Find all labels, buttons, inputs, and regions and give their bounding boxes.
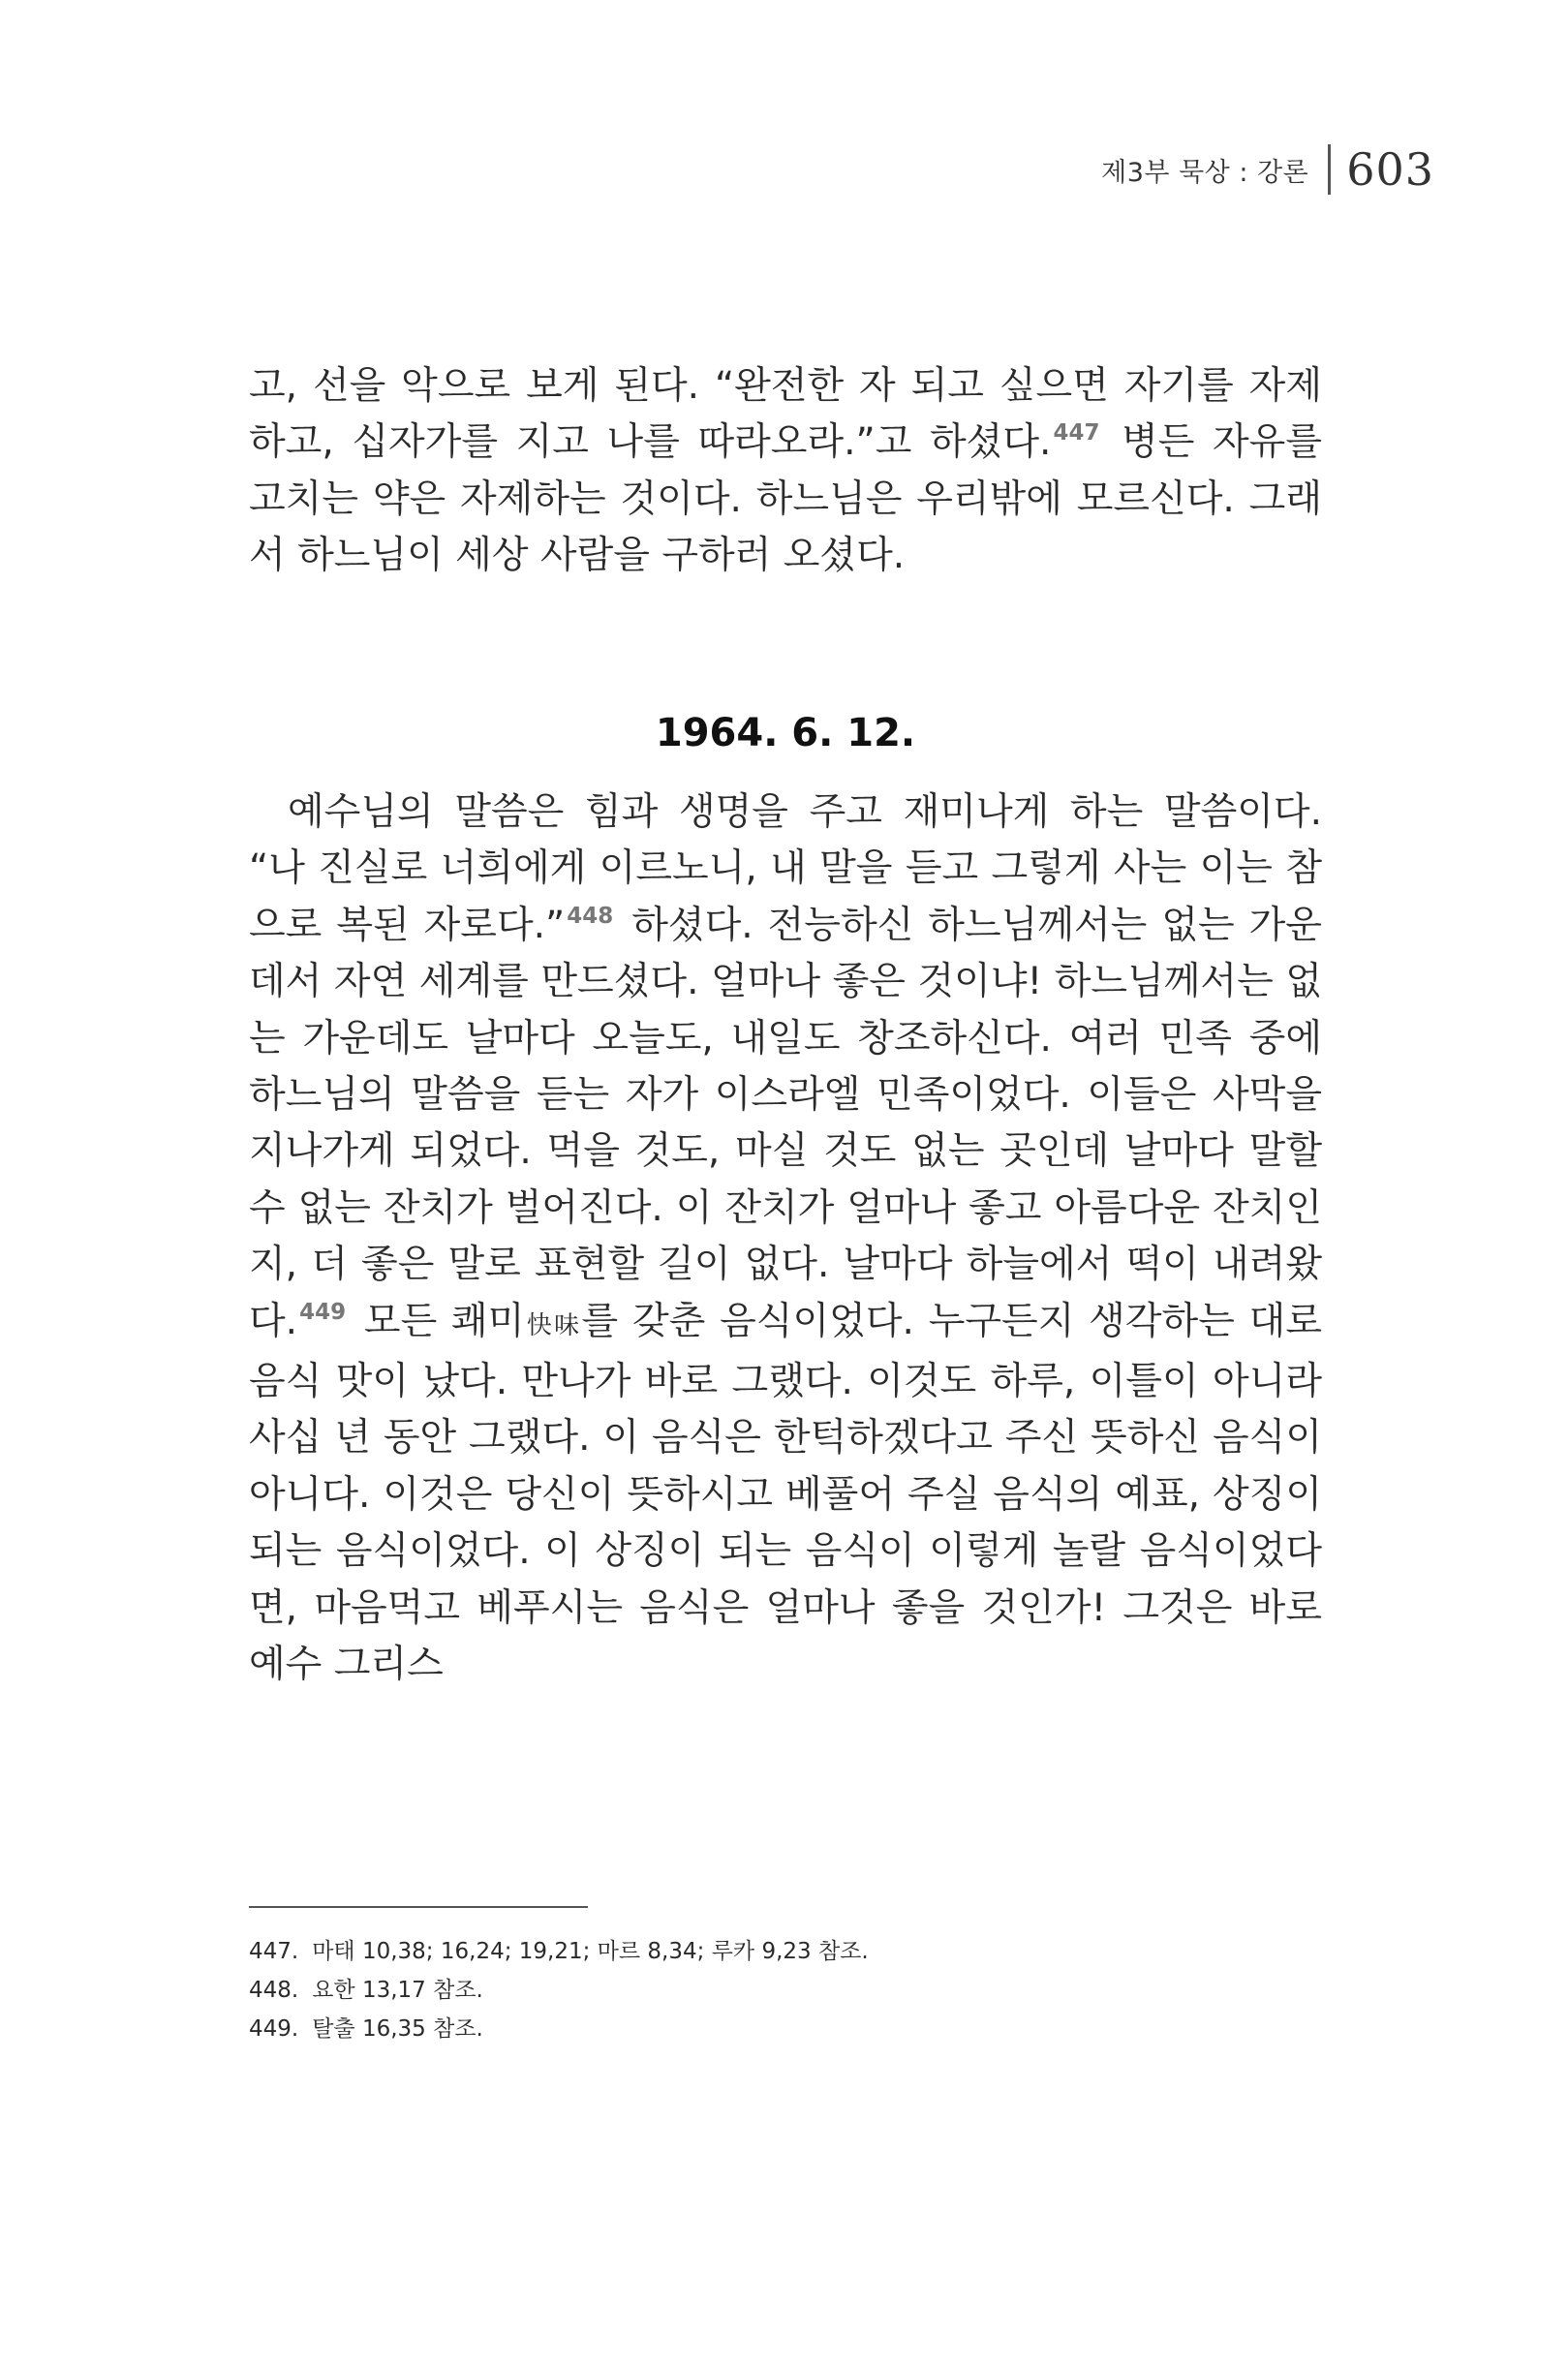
footnote-ref-448[interactable]: 448	[567, 903, 614, 929]
paragraph-continued	[249, 358, 1322, 585]
footnote-text: 요한 13,17 참조.	[312, 1978, 483, 2003]
page-number: 603	[1346, 143, 1434, 196]
date-heading: 1964. 6. 12.	[655, 711, 916, 755]
footnote-item	[249, 1932, 869, 1971]
hanja-annotation: 快味	[524, 1310, 582, 1340]
text-run: 모든 쾌미	[363, 1299, 525, 1343]
text-run: 를 갖춘 음식이었다. 누구든지 생각하는 대로 음식 맛이 났다. 만나가 바로 그랬다. 이것도 하루, 이틀이 아니라 사십 년 동안 그랬다. 이 음식은 한턱하겠다고 주신 뜻하신 음식이 아니다. 이것은 당신이 뜻하시고 베풀어 주실 음식의 예표, 상징이 되는 음식이었다. 이 상징이 되는 음식이 이렇게 놀랄 음식이었다면, 마음먹고 베푸시는 음식은 얼마나 좋을 것인가! 그것은 바로 예수 그리스	[249, 1299, 1322, 1687]
footnote-number: 448.	[249, 1978, 299, 2003]
footnote-ref-449[interactable]: 449	[299, 1299, 347, 1325]
footnote-text: 탈출 16,35 참조.	[312, 2016, 483, 2042]
text-run: 예수님의 말씀은 힘과 생명을 주고 재미나게 하는 말씀이다. “나 진실로 너희에게 이르노니, 내 말을 듣고 그렇게 사는 이는 참으로 복된 자로다.”	[249, 790, 1323, 947]
running-head-section: 제3부 묵상 : 강론	[1101, 157, 1309, 188]
text-run: 병든 자유를 고치는 약은 자제하는 것이다. 하느님은 우리밖에 모르신다. 그래서 하느님이 세상 사람을 구하러 오셨다.	[249, 420, 1322, 578]
footnote-text: 마태 10,38; 16,24; 19,21; 마르 8,34; 루카 9,23 참조.	[312, 1939, 869, 1964]
footnote-divider	[249, 1906, 588, 1908]
running-head	[1101, 143, 1434, 196]
running-head-divider	[1328, 144, 1331, 195]
paragraph-sermon	[249, 784, 1322, 1694]
text-run: 고, 선을 악으로 보게 된다. “완전한 자 되고 싶으면 자기를 자제하고, 십자가를 지고 나를 따라오라.”고 하셨다.	[249, 364, 1322, 465]
footnote-number: 449.	[249, 2016, 299, 2042]
footnote-item	[249, 1971, 869, 2010]
footnote-item	[249, 2010, 869, 2048]
footnotes	[249, 1932, 869, 2048]
text-run: 하셨다. 전능하신 하느님께서는 없는 가운데서 자연 세계를 만드셨다. 얼마나 좋은 것이냐! 하느님께서는 없는 가운데도 날마다 오늘도, 내일도 창조하신다. 여러 민족 중에 하느님의 말씀을 듣는 자가 이스라엘 민족이었다. 이들은 사막을 지나가게 되었다. 먹을 것도, 마실 것도 없는 곳인데 날마다 말할 수 없는 잔치가 벌어진다. 이 잔치가 얼마나 좋고 아름다운 잔치인지, 더 좋은 말로 표현할 길이 없다. 날마다 하늘에서 떡이 내려왔다.	[249, 903, 1322, 1343]
footnote-number: 447.	[249, 1939, 299, 1964]
footnote-ref-447[interactable]: 447	[1053, 420, 1100, 446]
